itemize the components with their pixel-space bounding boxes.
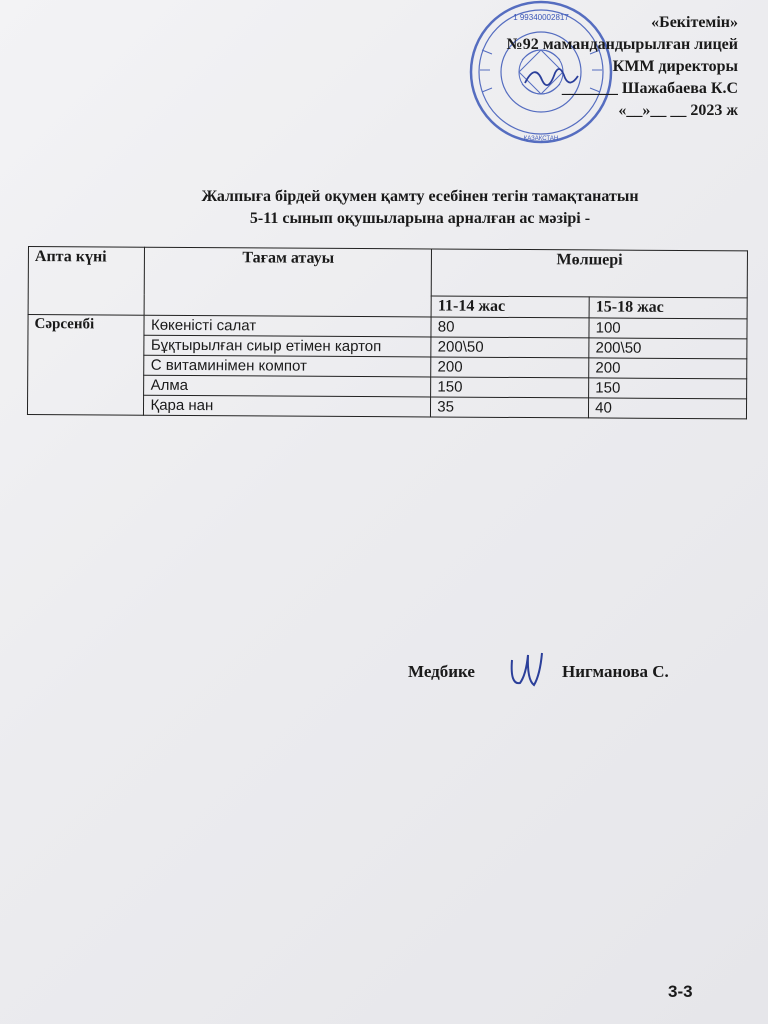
nurse-name: Нигманова С. [562, 662, 669, 681]
title-line-2: 5-11 сынып оқушыларына арналған ас мәзірі - [249, 210, 591, 227]
header-dish: Тағам атауы [145, 247, 432, 317]
approval-line-1: «Бекітемін» [651, 14, 738, 31]
approval-line-2: №92 мамандандырылған лицей [506, 36, 738, 53]
table-row [28, 315, 747, 339]
header-age-1: 11-14 жас [431, 296, 589, 318]
age1-cell: 35 [431, 397, 589, 418]
nurse-signature [500, 645, 550, 695]
age1-cell: 150 [431, 377, 589, 398]
age1-cell: 200\50 [431, 337, 589, 358]
age2-cell: 200\50 [589, 338, 747, 359]
header-amount: Мөлшері [432, 249, 748, 298]
dish-cell: Бұқтырылған сиыр етімен картоп [144, 335, 431, 357]
header-age-2: 15-18 жас [589, 297, 747, 319]
title-line-1: Жалпыға бірдей оқумен қамту есебінен тегін тамақтанатын [201, 188, 639, 205]
dish-cell: С витаминімен компот [144, 355, 431, 377]
age2-cell: 150 [589, 378, 747, 399]
svg-text:ҚАЗАҚСТАН: ҚАЗАҚСТАН [523, 136, 559, 142]
stamp-number: 1 99340002817 [513, 13, 569, 22]
menu-table [27, 246, 748, 419]
age1-cell: 200 [431, 357, 589, 378]
nurse-label: Медбике [408, 662, 475, 681]
day-cell: Сәрсенбі [27, 315, 144, 416]
dish-cell: Алма [144, 375, 431, 397]
approval-line-3: КММ директоры [612, 58, 738, 75]
dish-cell: Қара нан [144, 395, 431, 417]
table-header-row [28, 247, 747, 298]
header-day: Апта күні [28, 247, 145, 316]
dish-cell: Көкеністі салат [144, 315, 431, 337]
age2-cell: 100 [589, 318, 747, 339]
page-number: 3-3 [668, 982, 693, 1001]
director-signature [520, 58, 580, 98]
approval-line-5: «__»__ __ 2023 ж [618, 102, 738, 119]
age1-cell: 80 [431, 317, 589, 338]
age2-cell: 200 [589, 358, 747, 379]
document-title [60, 186, 768, 230]
approval-line-4: _______ Шажабаева К.С [561, 80, 738, 97]
age2-cell: 40 [589, 398, 747, 419]
